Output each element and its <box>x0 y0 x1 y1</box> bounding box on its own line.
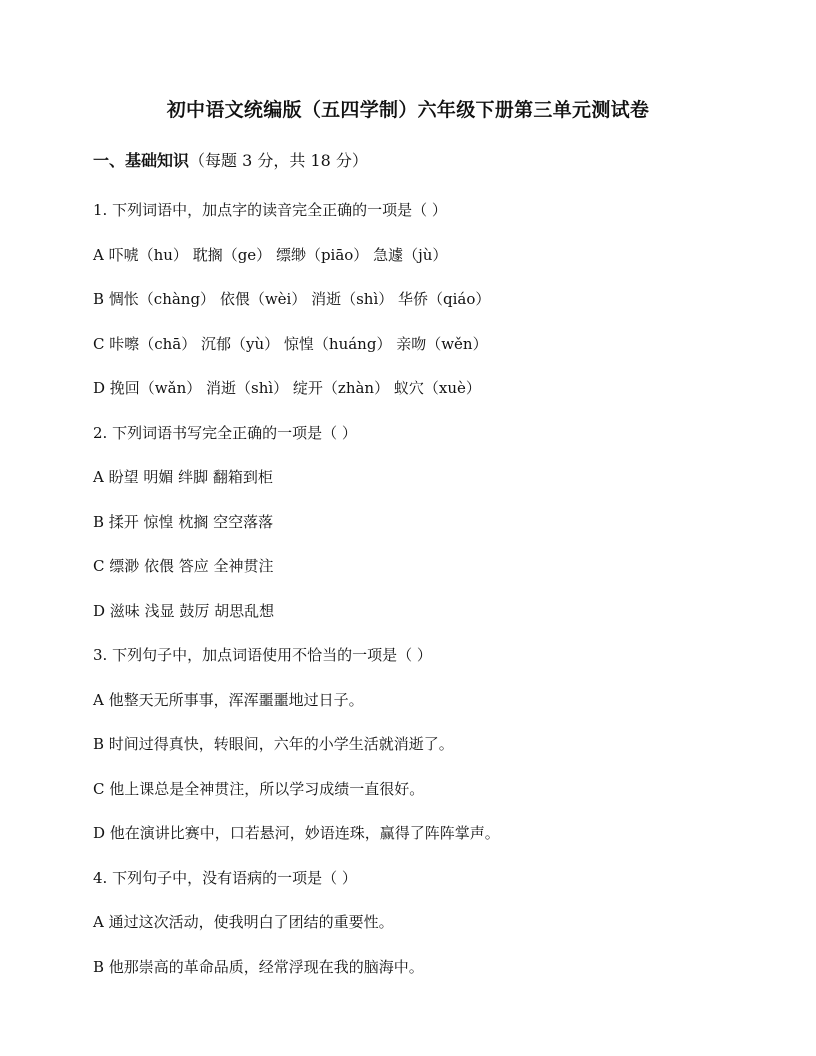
question-3-option-b: B 时间过得真快，转眼间，六年的小学生活就消逝了。 <box>93 735 454 753</box>
question-1-stem: 1. 下列词语中，加点字的读音完全正确的一项是（ ） <box>93 201 447 219</box>
document-title: 初中语文统编版（五四学制）六年级下册第三单元测试卷 <box>166 99 650 121</box>
question-1-option-b: B 惆怅（chàng） 依偎（wèi） 消逝（shì） 华侨（qiáo） <box>93 290 491 308</box>
question-1-option-a: A 吓唬（hu） 耽搁（ge） 缥缈（piāo） 急遽（jù） <box>93 245 448 264</box>
section-heading <box>93 149 368 173</box>
question-3-stem: 3. 下列句子中，加点词语使用不恰当的一项是（ ） <box>93 646 432 664</box>
question-4-stem: 4. 下列句子中，没有语病的一项是（ ） <box>93 868 357 887</box>
question-2-option-b: B 揉开 惊惶 枕搁 空空落落 <box>93 512 274 531</box>
question-3-option-a: A 他整天无所事事，浑浑噩噩地过日子。 <box>93 690 364 709</box>
question-4-option-b: B 他那崇高的革命品质，经常浮现在我的脑海中。 <box>93 957 424 976</box>
question-3-option-c: C 他上课总是全神贯注，所以学习成绩一直很好。 <box>93 779 425 798</box>
question-2-stem: 2. 下列词语书写完全正确的一项是（ ） <box>93 423 357 442</box>
question-1-option-c: C 咔嚓（chā） 沉郁（yù） 惊惶（huáng） 亲吻（wěn） <box>93 334 488 353</box>
section-heading-label: 一、基础知识 <box>93 151 190 170</box>
question-3-option-d: D 他在演讲比赛中，口若悬河，妙语连珠，赢得了阵阵掌声。 <box>93 824 500 842</box>
section-heading-note: （每题 3 分，共 18 分） <box>189 151 368 170</box>
question-list <box>93 198 753 999</box>
question-2-option-d: D 滋味 浅显 鼓厉 胡思乱想 <box>93 601 275 620</box>
question-2-option-a: A 盼望 明媚 绊脚 翻箱到柜 <box>93 468 273 486</box>
question-1-option-d: D 挽回（wǎn） 消逝（shì） 绽开（zhàn） 蚁穴（xuè） <box>93 379 481 397</box>
question-4-option-a: A 通过这次活动，使我明白了团结的重要性。 <box>93 913 394 931</box>
question-2-option-c: C 缥渺 依偎 答应 全神贯注 <box>93 557 274 575</box>
